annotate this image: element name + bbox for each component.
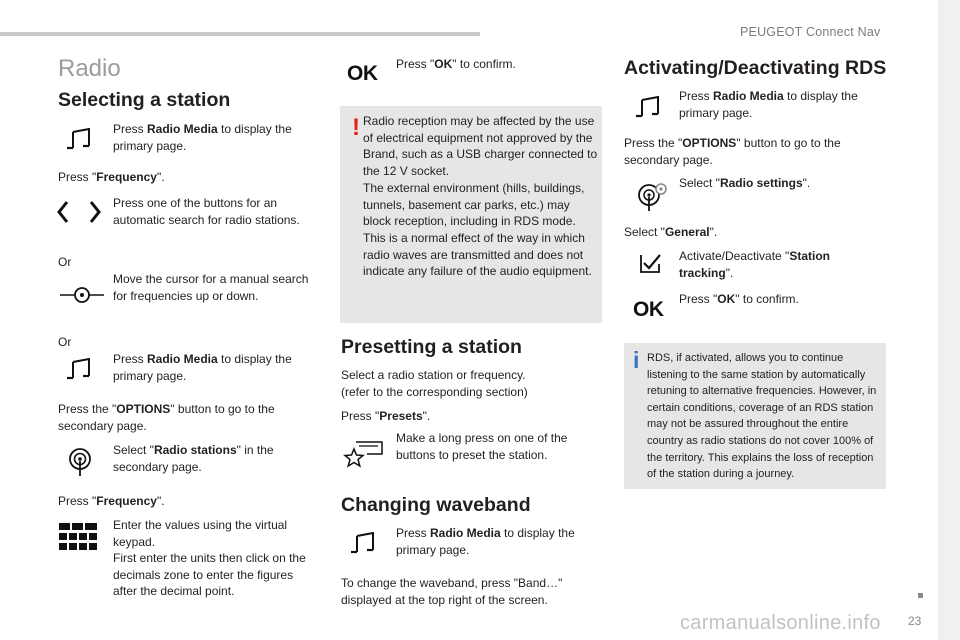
info-text: RDS, if activated, allows you to continue listening to the same station by automatically retuning to alternative frequencies. However, in certain conditions, coverage of an RDS station may not be assured throughout the entire country as radio stations do not cover 100% of the territory. This explains the loss of reception of the station during a journey. xyxy=(647,352,877,481)
music-note-icon xyxy=(348,532,376,556)
preset-star-icon xyxy=(343,439,385,469)
step-station-tracking: Activate/Deactivate "Station tracking". xyxy=(679,249,830,280)
music-note-icon xyxy=(633,96,661,120)
radio-station-icon xyxy=(63,447,97,477)
step-radio-stations: Select "Radio stations" in the secondary page. xyxy=(113,443,274,474)
heading-rds: Activating/Deactivating RDS xyxy=(624,57,887,79)
watermark: carmanualsonline.info xyxy=(680,612,881,634)
step-ok-confirm: Press "OK" to confirm. xyxy=(396,57,516,71)
or-label: Or xyxy=(58,255,72,269)
step-radio-media: Press Radio Media to display the primary page. xyxy=(113,122,292,153)
step-manual-search: Move the cursor for a manual search for frequencies up or down. xyxy=(113,272,309,303)
page-number: 23 xyxy=(908,614,922,628)
header-rule xyxy=(0,32,480,36)
step-options: Press the "OPTIONS" button to go to the secondary page. xyxy=(58,402,275,433)
step-press-presets: Press "Presets". xyxy=(341,409,431,423)
step-radio-media: Press Radio Media to display the primary page. xyxy=(113,352,292,383)
radio-settings-icon xyxy=(634,180,670,212)
ok-icon: OK xyxy=(633,298,664,321)
warning-text: Radio reception may be affected by the use of electrical equipment not approved by the Brand, such as a USB charger connected to the 12 V socket. The external environment (hills, buildings, tunnels, basement car parks, etc.) may block reception, including in RDS mode. This is a normal effect of the way in which radio waves are transmitted and does not indicate any failure of the audio equipment. xyxy=(363,114,598,279)
heading-changing-waveband: Changing waveband xyxy=(341,494,531,516)
heading-selecting-station: Selecting a station xyxy=(58,89,231,111)
step-press-frequency: Press "Frequency". xyxy=(58,170,165,184)
step-ok-confirm: Press "OK" to confirm. xyxy=(679,292,799,306)
step-radio-settings: Select "Radio settings". xyxy=(679,176,811,190)
step-long-press: Make a long press on one of the buttons to preset the station. xyxy=(396,431,568,462)
step-keypad: Enter the values using the virtual keypad. First enter the units then click on the decimals zone to enter the figures after the decimal point. xyxy=(113,518,306,599)
step-press-frequency: Press "Frequency". xyxy=(58,494,165,508)
section-title: Radio xyxy=(58,55,121,82)
music-note-icon xyxy=(64,358,92,382)
step-change-band: To change the waveband, press "Band…" displayed at the top right of the screen. xyxy=(341,576,563,607)
preset-intro: Select a radio station or frequency. (refer to the corresponding section) xyxy=(341,368,528,399)
page-marker xyxy=(918,593,923,598)
step-general: Select "General". xyxy=(624,225,718,239)
side-band xyxy=(938,0,960,640)
keypad-icon xyxy=(59,523,99,551)
step-auto-search: Press one of the buttons for an automatic search for radio stations. xyxy=(113,196,300,227)
manual-title: PEUGEOT Connect Nav xyxy=(740,25,881,39)
frequency-slider-icon xyxy=(58,283,106,307)
step-options: Press the "OPTIONS" button to go to the secondary page. xyxy=(624,136,841,167)
chevron-left-right-icon xyxy=(55,199,105,225)
warning-icon: ! xyxy=(352,114,360,141)
heading-presetting-station: Presetting a station xyxy=(341,336,522,358)
or-label: Or xyxy=(58,335,72,349)
info-icon: i xyxy=(633,347,640,373)
ok-icon: OK xyxy=(347,62,378,85)
checkbox-icon xyxy=(637,252,663,274)
step-radio-media: Press Radio Media to display the primary page. xyxy=(396,526,575,557)
music-note-icon xyxy=(64,128,92,152)
step-radio-media: Press Radio Media to display the primary page. xyxy=(679,89,858,120)
